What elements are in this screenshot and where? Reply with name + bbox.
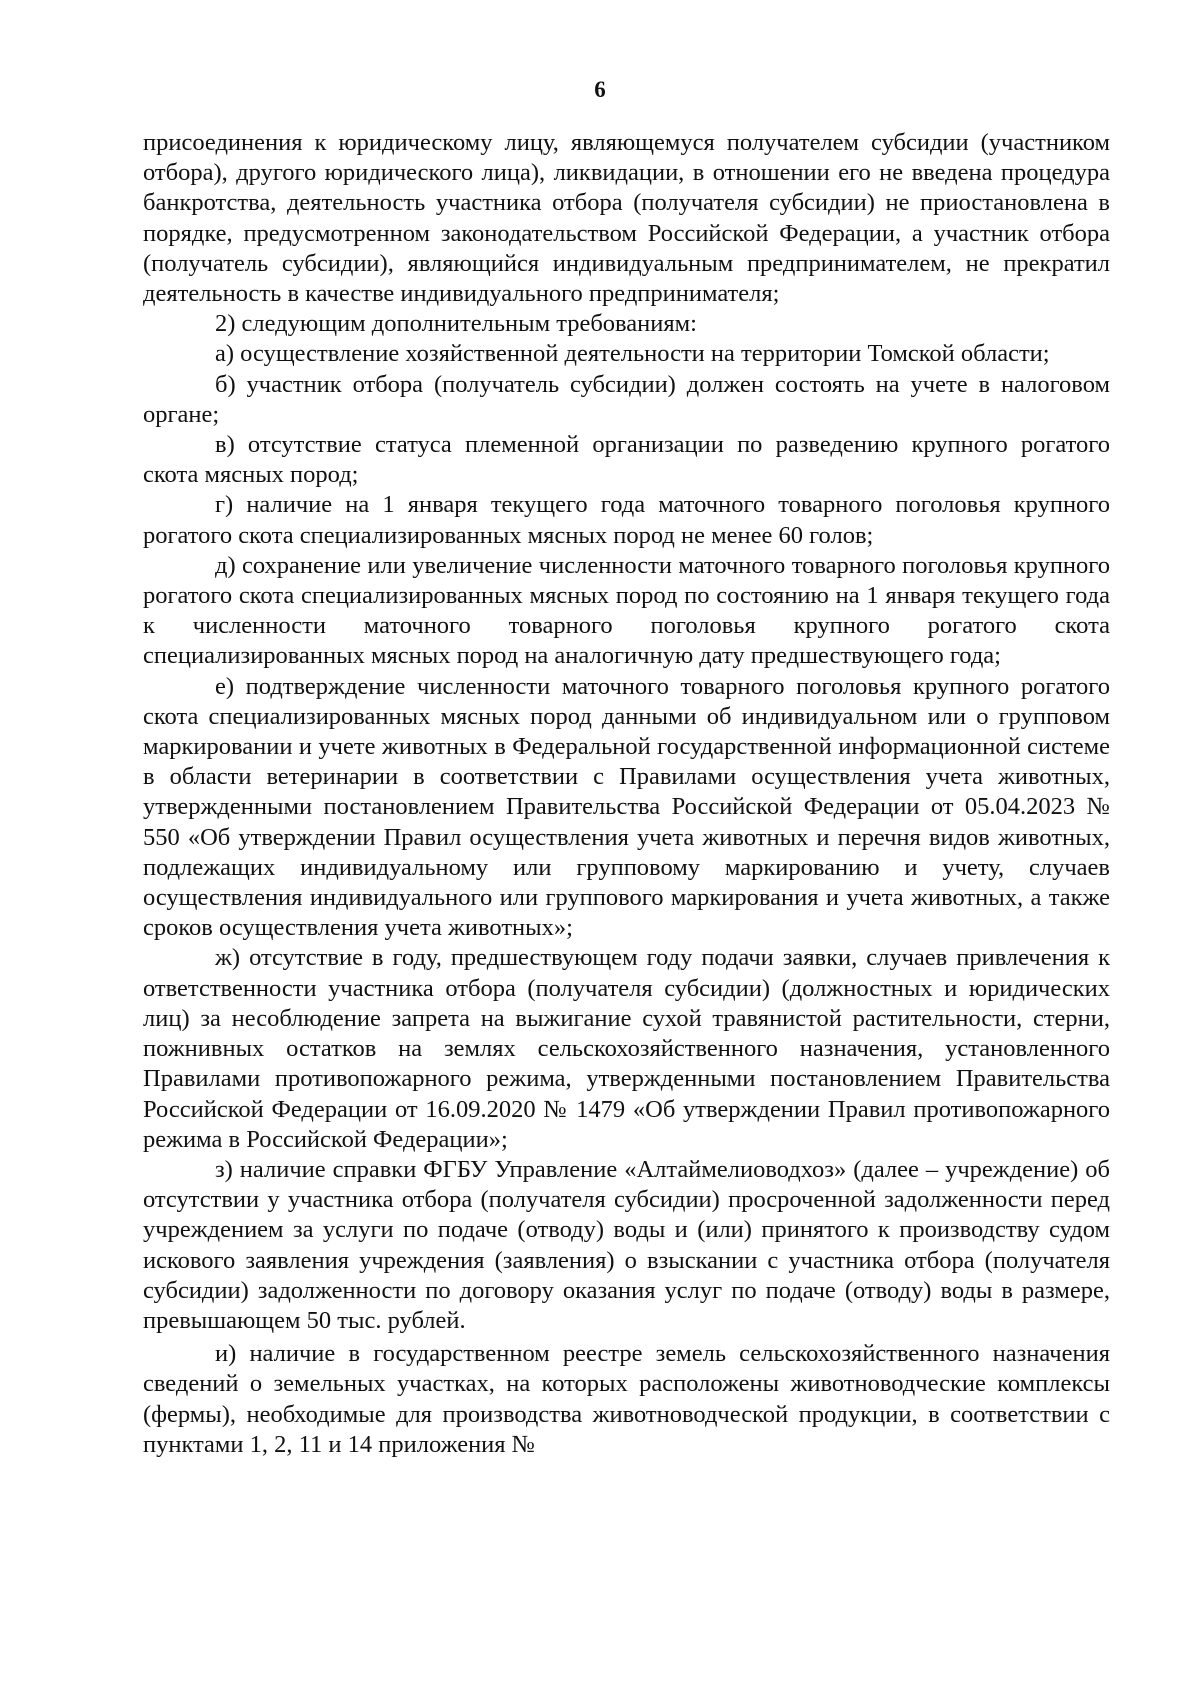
- page-number: 6: [594, 77, 606, 102]
- paragraph-item-e: е) подтверждение численности маточного товарного поголовья крупного рогатого скота специализированных мясных пород данными об индивидуальном или о групповом маркировании и учете животных в Федеральной государственной информационной системе в области ветеринарии в соответствии с Правилами осуществления учета животных, утвержденными постановлением Правительства Российской Федерации от 05.04.2023 № 550 «Об утверждении Правил осуществления учета животных и перечня видов животных, подлежащих индивидуальному или групповому маркированию и учету, случаев осуществления индивидуального или группового маркирования и учета животных, а также сроков осуществления учета животных»;: [143, 672, 1110, 942]
- paragraph-continuation: присоединения к юридическому лицу, являющемуся получателем субсидии (участником отбора), другого юридического лица), ликвидации, в отношении его не введена процедура банкротства, деятельность участника отбора (получателя субсидии) не приостановлена в порядке, предусмотренном законодательством Российской Федерации, а участник отбора (получатель субсидии), являющийся индивидуальным предпринимателем, не прекратил деятельность в качестве индивидуального предпринимателя;: [143, 129, 1110, 308]
- paragraph-item-d: д) сохранение или увеличение численности маточного товарного поголовья крупного рогатого скота специализированных мясных пород по состоянию на 1 января текущего года к численности маточного товарного поголовья крупного рогатого скота специализированных мясных пород на аналогичную дату предшествующего года;: [143, 551, 1110, 670]
- paragraph-item-g: г) наличие на 1 января текущего года маточного товарного поголовья крупного рогатого скота специализированных мясных пород не менее 60 голов;: [143, 491, 1110, 549]
- document-body: [143, 128, 1110, 1460]
- paragraph-item-v: в) отсутствие статуса племенной организации по разведению крупного рогатого скота мясных пород;: [143, 431, 1110, 489]
- paragraph-item-b: б) участник отбора (получатель субсидии) должен состоять на учете в налоговом органе;: [143, 370, 1110, 428]
- paragraph-item-a: а) осуществление хозяйственной деятельности на территории Томской области;: [215, 340, 1050, 368]
- paragraph-item-2: 2) следующим дополнительным требованиям:: [215, 310, 697, 338]
- paragraph-item-z: з) наличие справки ФГБУ Управление «Алтаймелиоводхоз» (далее – учреждение) об отсутствии у участника отбора (получателя субсидии) просроченной задолженности перед учреждением за услуги по подаче (отводу) воды и (или) принятого к производству судом искового заявления учреждения (заявления) о взыскании с участника отбора (получателя субсидии) задолженности по договору оказания услуг по подаче (отводу) воды в размере, превышающем 50 тыс. рублей.: [143, 1155, 1110, 1334]
- paragraph-item-zh: ж) отсутствие в году, предшествующем году подачи заявки, случаев привлечения к ответственности участника отбора (получателя субсидии) (должностных и юридических лиц) за несоблюдение запрета на выжигание сухой травянистой растительности, стерни, пожнивных остатков на землях сельскохозяйственного назначения, установленного Правилами противопожарного режима, утвержденными постановлением Правительства Российской Федерации от 16.09.2020 № 1479 «Об утверждении Правил противопожарного режима в Российской Федерации»;: [143, 944, 1110, 1153]
- paragraph-item-i: и) наличие в государственном реестре земель сельскохозяйственного назначения сведений о земельных участках, на которых расположены животноводческие комплексы (фермы), необходимые для производства животноводческой продукции, в соответствии с пунктами 1, 2, 11 и 14 приложения №: [143, 1340, 1110, 1458]
